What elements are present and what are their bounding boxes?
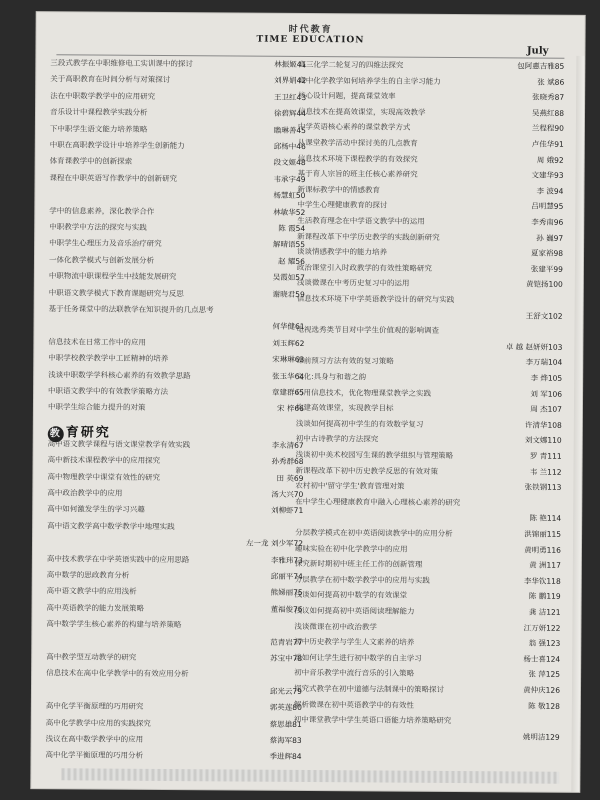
entry-author-page: 吴燕红88 xyxy=(531,108,565,118)
entry-author-page: 董福俊76 xyxy=(270,604,303,614)
entry-author-page: 文建华93 xyxy=(531,170,564,180)
entry-title: 探究式教学在初中道德与法制课中的策略探讨 xyxy=(293,683,445,694)
entry-title: 中职语文教学模式下教育课题研究与反思 xyxy=(48,287,184,298)
entry-author-page: 何华健61 xyxy=(272,322,305,332)
entry-title: 课程在中职英语写作教学中的创新研究 xyxy=(49,172,178,183)
toc-entry[interactable] xyxy=(47,603,307,615)
entry-author-page: 刘 军106 xyxy=(530,389,563,399)
entry-author-page: 卢佳华91 xyxy=(531,139,564,149)
toc-entry[interactable] xyxy=(295,497,565,509)
section-label: 育研究 xyxy=(65,425,111,441)
entry-title: 电视选秀类节目对中学生价值观的影响调查 xyxy=(296,325,440,336)
toc-entry[interactable] xyxy=(296,356,566,368)
toc-entry[interactable] xyxy=(46,718,306,730)
entry-title: 下中职学生语文能力培养策略 xyxy=(49,123,148,134)
entry-title: 新课程改革下中学历史教学的实践创新研究 xyxy=(297,231,440,242)
entry-title: 中职学校教学教学中工匠精神的培养 xyxy=(48,353,169,364)
entry-title: 浅谈微课在中考历史复习中的运用 xyxy=(296,278,410,289)
entry-title: 基于任务课堂中的法联教学在知识提升的几点思考 xyxy=(48,304,214,315)
toc-entry[interactable] xyxy=(296,372,566,384)
entry-author-page: 韦 兰112 xyxy=(529,467,562,477)
toc-entry[interactable] xyxy=(297,310,567,322)
toc-entry[interactable] xyxy=(297,232,567,244)
toc-entry[interactable] xyxy=(296,450,566,462)
entry-author-page: 张建平99 xyxy=(530,264,563,274)
entry-author-page: 李 波94 xyxy=(536,186,564,196)
entry-author-page: 左一龙 刘少军72 xyxy=(246,538,304,549)
toc-entry[interactable] xyxy=(50,75,310,87)
entry-author-page: 周 杰107 xyxy=(530,404,562,414)
entry-title: 信息技术在提高效课堂，实现高效教学 xyxy=(297,106,426,117)
toc-entry[interactable] xyxy=(46,636,306,648)
entry-author-page: 李秀南96 xyxy=(531,217,564,227)
toc-entry[interactable] xyxy=(50,107,310,119)
entry-author-page: 黄铠扬100 xyxy=(525,279,563,290)
entry-title: 初中音乐教学中流行音乐的引入策略 xyxy=(294,668,415,679)
entry-title: 新课标教学中的情感教育 xyxy=(297,184,381,195)
toc-entry[interactable] xyxy=(50,91,310,103)
issue-month: July xyxy=(526,45,549,57)
toc-entry[interactable] xyxy=(47,587,307,599)
entry-title: 中职学生综合能力提升的对策 xyxy=(47,402,146,413)
toc-entry[interactable] xyxy=(298,107,568,119)
entry-author-page: 蔡海军83 xyxy=(269,735,302,745)
toc-entry[interactable] xyxy=(294,637,564,649)
toc-entry[interactable] xyxy=(50,124,310,136)
toc-entry[interactable] xyxy=(296,434,566,446)
entry-title: 中职教学中方法的探究与实践 xyxy=(49,222,147,232)
toc-entry[interactable] xyxy=(294,700,564,712)
entry-author-page: 罗 青111 xyxy=(529,451,562,461)
entry-title: 中学生心理健康教育的探讨 xyxy=(297,200,388,210)
entry-author-page: 杨士喜124 xyxy=(523,654,561,664)
entry-title: 信息技术在日常工作中的应用 xyxy=(48,336,146,347)
entry-author-page: 邱杨中46 xyxy=(273,141,306,151)
entry-title: 高中教学型互动教学的研究 xyxy=(46,652,137,662)
toc-entry[interactable] xyxy=(49,206,309,218)
entry-title: 一体化教学模式与创新发展分析 xyxy=(48,254,155,265)
toc-entry[interactable] xyxy=(49,288,309,300)
toc-entry[interactable] xyxy=(46,701,306,713)
entry-title: 高中化学平衡原理的巧用分析 xyxy=(45,750,144,761)
toc-entry[interactable] xyxy=(297,294,567,306)
magazine-page xyxy=(31,12,584,792)
toc-entry[interactable] xyxy=(48,386,308,398)
toc-entry[interactable] xyxy=(297,247,567,259)
entry-title: 中职语文教学中的有效教学策略方法 xyxy=(48,386,169,397)
entry-author-page: 杨慧虹50 xyxy=(273,190,306,201)
toc-entry[interactable] xyxy=(298,169,568,181)
entry-author-page: 王卫红43 xyxy=(274,92,307,102)
entry-title: 从课堂教学活动中探讨美的几点教育 xyxy=(297,137,418,148)
entry-author-page: 许清华108 xyxy=(524,420,562,430)
toc-entry[interactable] xyxy=(48,353,308,365)
toc-entry[interactable] xyxy=(295,575,565,587)
toc-entry[interactable] xyxy=(298,138,568,150)
entry-title: 高中语文教学课程与语文课堂教学有效实践 xyxy=(47,438,191,449)
entry-author-page: 林振姬41 xyxy=(274,59,307,69)
entry-author-page: 江万妍122 xyxy=(523,623,561,633)
entry-title: 趣味实验在初中化学教学中的应用 xyxy=(294,543,408,554)
entry-title: 关于高职教育在时间分析与对策探讨 xyxy=(50,74,171,85)
toc-entry[interactable] xyxy=(297,216,567,228)
entry-title: 构建高效课堂，实现教学目标 xyxy=(295,403,394,413)
entry-author-page: 兰程程90 xyxy=(531,123,564,134)
entry-author-page: 陈 鹏119 xyxy=(528,591,561,602)
footer-decoration xyxy=(61,768,559,783)
entry-author-page: 陈 敬128 xyxy=(528,701,560,711)
entry-title: 高中政治教学中的应用 xyxy=(47,488,123,498)
toc-entry[interactable] xyxy=(46,669,306,681)
entry-title: 解析微课在初中英语教学中的有效性 xyxy=(293,699,414,710)
toc-entry[interactable] xyxy=(50,173,310,185)
entry-title: 生活教育理念在中学语文教学中的运用 xyxy=(297,215,425,226)
entry-author-page: 洪锦丽115 xyxy=(524,529,562,539)
entry-author-page: 瞻琳善45 xyxy=(273,125,306,135)
entry-author-page: 吕明慧95 xyxy=(531,201,564,212)
entry-title: 高中数学学生核心素养的构建与培养策略 xyxy=(46,619,182,630)
toc-entry[interactable] xyxy=(49,189,309,201)
entry-author-page: 夏家裕98 xyxy=(530,248,564,258)
entry-title: 新课程改革下初中历史教学反思的有效对策 xyxy=(295,465,439,476)
entry-author-page: 卓 越 赵妍妍103 xyxy=(505,342,563,352)
entry-title: 浅谈微课在初中政治教学 xyxy=(294,621,377,632)
toc-entry[interactable] xyxy=(298,91,568,103)
entry-author-page: 宋琳琳63 xyxy=(272,354,305,365)
toc-left-column xyxy=(45,58,310,762)
toc-entry[interactable] xyxy=(47,505,307,517)
entry-author-page: 宋 梓66 xyxy=(276,404,304,414)
entry-author-page: 苏宝中78 xyxy=(270,653,303,663)
entry-author-page: 徐碧辉44 xyxy=(273,108,307,119)
toc-entry[interactable] xyxy=(296,419,566,431)
entry-author-page: 谢晓君59 xyxy=(272,289,305,299)
entry-title: 高中语文教学高中数学教学中地理实践 xyxy=(47,520,175,531)
toc-entry[interactable] xyxy=(46,652,306,664)
toc-entry[interactable] xyxy=(47,472,307,484)
entry-title: 分层教学在初中数学教学中的应用与实践 xyxy=(294,574,430,585)
toc-entry[interactable] xyxy=(295,466,565,478)
entry-author-page: 陈 艳114 xyxy=(529,513,562,524)
toc-entry[interactable] xyxy=(298,60,568,72)
entry-author-page: 李万瑞104 xyxy=(525,357,563,368)
entry-author-page: 段文姬48 xyxy=(273,158,306,168)
entry-title: 核心设计问题，提高课堂效率 xyxy=(298,91,396,101)
entry-author-page: 姚明洁129 xyxy=(522,732,560,742)
entry-author-page: 王舒文102 xyxy=(525,311,563,321)
entry-title: 高中数学的思政教育分析 xyxy=(46,570,130,580)
entry-author-page: 赵 耀56 xyxy=(278,256,306,266)
entry-author-page: 张铁钢113 xyxy=(524,482,562,492)
toc-entry[interactable] xyxy=(47,521,307,533)
entry-author-page: 李华钦118 xyxy=(523,576,561,586)
entry-author-page: 龚 洁121 xyxy=(528,607,561,617)
header-en-title: TIME EDUCATION xyxy=(256,34,365,46)
toc-entry[interactable] xyxy=(50,58,310,70)
entry-author-page: 孙 巍97 xyxy=(536,233,564,243)
entry-author-page: 黄明勇116 xyxy=(524,545,562,555)
entry-title: 法在中职数学教学中的应用研究 xyxy=(50,90,156,101)
entry-author-page: 周 娥92 xyxy=(536,155,564,165)
entry-title: 高中技术教学在中学英语实践中的应用思路 xyxy=(46,553,190,564)
entry-author-page: 季进辉84 xyxy=(269,752,302,762)
entry-title: 高中化学教学中应用的实践探究 xyxy=(45,717,151,728)
toc-entry[interactable] xyxy=(297,200,567,212)
toc-entry[interactable] xyxy=(45,751,305,763)
toc-entry[interactable] xyxy=(49,304,309,316)
entry-author-page: 蔡思雄81 xyxy=(269,719,302,729)
entry-author-page: 翁 强123 xyxy=(528,638,561,648)
toc-entry[interactable] xyxy=(46,619,306,631)
toc-entry[interactable] xyxy=(297,263,567,275)
toc-entry[interactable] xyxy=(49,255,309,267)
entry-author-page: 范青岩77 xyxy=(270,637,303,647)
entry-title: 初中古诗教学的方法探究 xyxy=(295,434,379,444)
entry-title: 浅谈中职数学学科核心素养的有效教学思路 xyxy=(48,369,191,380)
toc-entry[interactable] xyxy=(298,122,568,134)
toc-entry[interactable] xyxy=(48,439,308,451)
entry-author-page: 章建群65 xyxy=(271,387,305,397)
toc-entry[interactable] xyxy=(296,325,566,337)
toc-entry[interactable] xyxy=(48,321,308,333)
entry-author-page: 黄 洲117 xyxy=(529,560,561,570)
entry-author-page: 包阿惠吉雅85 xyxy=(517,61,565,71)
entry-title: 浅谈如何提高初中数学的有效课堂 xyxy=(294,590,408,601)
entry-title: 谈如何让学生进行初中数学的自主学习 xyxy=(294,652,422,663)
entry-author-page: 张 萍125 xyxy=(528,669,561,680)
toc-entry[interactable] xyxy=(296,388,566,400)
entry-author-page: 孙秀群68 xyxy=(271,456,304,467)
entry-title: 中职在高职教学设计中培养学生创新能力 xyxy=(49,140,185,151)
header-cn-title: 时代教育 xyxy=(288,24,333,36)
toc-entry[interactable] xyxy=(298,76,568,88)
toc-entry[interactable] xyxy=(295,544,565,556)
toc-entry[interactable] xyxy=(49,271,309,283)
toc-entry[interactable] xyxy=(297,278,567,290)
entry-title: 初中历史教学与学生人文素养的培养 xyxy=(294,637,415,647)
toc-entry[interactable] xyxy=(48,403,308,415)
entry-title: 信息技术在高中化学教学中的有效应用分析 xyxy=(46,668,189,679)
entry-title: 浅议如何提高初中英语阅读理解能力 xyxy=(294,605,415,616)
entry-author-page: 邱丽平74 xyxy=(270,571,303,581)
toc-entry[interactable] xyxy=(296,403,566,415)
entry-title: 中学英语核心素养的课堂教学方式 xyxy=(297,122,411,133)
entry-title: 信息技术环境下中学英语教学设计的研究与实践 xyxy=(296,293,455,305)
toc-entry[interactable] xyxy=(48,370,308,382)
toc-entry[interactable] xyxy=(294,653,564,665)
entry-title: 初中课堂教学中学生英语口语能力培养策略研究 xyxy=(293,715,452,726)
entry-title: 高中化学教学如何培养学生的自主学习能力 xyxy=(298,75,441,86)
entry-author-page: 郭英莲80 xyxy=(269,702,302,713)
entry-title: 高中化学平衡原理的巧用研究 xyxy=(45,701,144,712)
toc-entry[interactable] xyxy=(50,157,310,169)
page-header xyxy=(36,20,584,47)
entry-title: 学中的信息素养，深化教学合作 xyxy=(49,205,155,216)
toc-entry[interactable] xyxy=(50,140,310,152)
entry-author-page: 韦承宇49 xyxy=(273,174,306,184)
entry-title: 探究新时期初中班主任工作的创新管理 xyxy=(294,559,423,569)
toc-entry[interactable] xyxy=(47,570,307,582)
entry-title: 高中物理教学中课堂有效性的研究 xyxy=(47,471,161,482)
entry-title: 体育课教学中的创新探索 xyxy=(49,156,133,167)
entry-author-page: 刘界娟42 xyxy=(274,76,307,86)
entry-title: 分层教学模式在初中英语阅读教学中的应用分析 xyxy=(295,527,453,539)
entry-author-page: 黄仲庆126 xyxy=(523,685,561,695)
toc-entry[interactable] xyxy=(49,222,309,234)
toc-entry[interactable] xyxy=(295,559,565,571)
entry-title: 高中如何激发学生的学习兴趣 xyxy=(47,504,145,515)
toc-entry[interactable] xyxy=(295,590,565,602)
entry-author-page: 张晓秀87 xyxy=(532,92,565,102)
entry-title: 音乐设计中课程教学实践分析 xyxy=(49,107,148,118)
entry-title: 高中英语教学的能力发展策略 xyxy=(46,602,145,613)
toc-entry[interactable] xyxy=(297,185,567,197)
entry-author-page: 张玉华64 xyxy=(272,371,305,381)
entry-author-page: 陈 霞54 xyxy=(278,223,306,233)
toc-entry[interactable] xyxy=(294,622,564,634)
entry-author-page: 熊娣丽75 xyxy=(270,588,303,598)
entry-title: 谈谈情感教学中的能力培养 xyxy=(297,247,388,257)
toc-entry[interactable] xyxy=(49,239,309,251)
entry-title: 政治课堂引入时政教学的有效性策略研究 xyxy=(296,262,432,273)
entry-author-page: 刘柳虾71 xyxy=(271,506,304,516)
entry-author-page: 李雅玮73 xyxy=(270,555,303,565)
entry-author-page: 张 斌86 xyxy=(537,77,565,87)
toc-entry[interactable] xyxy=(47,554,307,566)
entry-author-page: 汤大兴70 xyxy=(271,489,304,499)
toc-entry[interactable] xyxy=(48,337,308,349)
toc-entry[interactable] xyxy=(295,528,565,540)
entry-author-page: 刘玉辉62 xyxy=(272,338,305,348)
toc-entry[interactable] xyxy=(294,715,564,727)
entry-author-page: 刘文娜110 xyxy=(524,435,562,446)
entry-author-page: 李永清67 xyxy=(271,440,304,450)
entry-title: 巧用信息技术，优化物理课堂教学之实践 xyxy=(296,387,432,398)
page-edge xyxy=(571,56,584,792)
toc-entry[interactable] xyxy=(296,341,566,353)
entry-title: 基于育人宗旨的班主任核心素养研究 xyxy=(297,169,418,179)
toc-entry[interactable] xyxy=(298,154,568,166)
entry-title: 高中语文教学中的应用浅析 xyxy=(46,586,137,597)
entry-author-page: 李 烨105 xyxy=(530,373,563,383)
entry-title: 文化:具身与和谐之韵 xyxy=(296,371,367,382)
entry-title: 高中新技术课程教学中的应用探究 xyxy=(47,455,161,466)
entry-author-page: 林敏华52 xyxy=(273,207,306,217)
entry-title: 高三化学二轮复习的四维法探究 xyxy=(298,59,404,70)
toc-entry[interactable] xyxy=(47,488,307,500)
toc-entry[interactable] xyxy=(294,684,564,696)
toc-entry[interactable] xyxy=(46,734,306,746)
entry-author-page: 吴霞如57 xyxy=(272,272,305,283)
entry-title: 中职学生心理压力及音乐治疗研究 xyxy=(49,238,162,249)
section-badge: 教 xyxy=(48,426,64,442)
entry-title: 浅谈如何提高初中学生的有效数学复习 xyxy=(295,418,424,429)
toc-entry[interactable] xyxy=(294,731,564,743)
toc-entry[interactable] xyxy=(295,481,565,493)
entry-title: 农村初中'留守学生'教育管理对策 xyxy=(295,481,405,491)
entry-title: 三段式教学在中职维修电工实训课中的探讨 xyxy=(50,58,193,69)
entry-title: 信息技术环境下课程教学的有效探究 xyxy=(297,153,418,164)
entry-title: 浅谈初中美术校园写生课的教学组织与管理策略 xyxy=(295,449,454,461)
toc-entry[interactable] xyxy=(295,512,565,524)
entry-title: 浅议在高中数学教学中的应用 xyxy=(45,734,144,744)
entry-title: 课前预习方法有效的复习策略 xyxy=(296,356,394,366)
entry-author-page: 解晴语55 xyxy=(273,240,306,250)
entry-author-page: 邱光云79 xyxy=(269,686,303,696)
entry-author-page: 田 英69 xyxy=(276,473,304,483)
toc-entry[interactable] xyxy=(295,606,565,618)
entry-title: 在中学生心理健康教育中融入心理核心素养的研究 xyxy=(295,496,461,507)
toc-entry[interactable] xyxy=(294,668,564,680)
entry-title: 中职物流中职课程学生中技能发展研究 xyxy=(48,271,177,282)
toc-right-column xyxy=(293,59,568,742)
toc-entry[interactable] xyxy=(48,455,308,467)
toc-entry[interactable] xyxy=(46,685,306,697)
toc-entry[interactable] xyxy=(47,537,307,549)
